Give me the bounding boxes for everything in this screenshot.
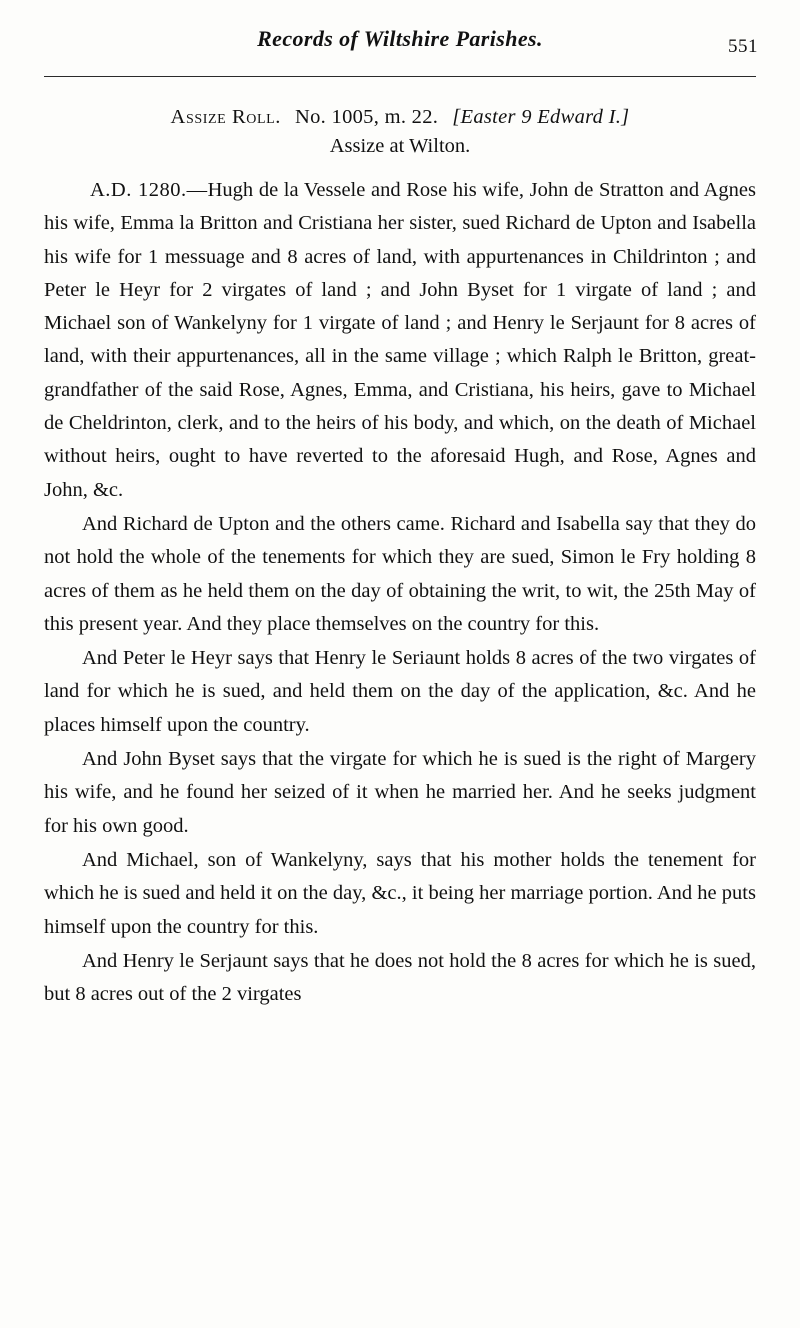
- regnal-note: [Easter 9 Edward I.]: [452, 106, 630, 128]
- record-headline: [44, 106, 756, 129]
- paragraph-4: And John Byset says that the virgate for which he is sued is the right of Margery his wife, and he found her seized of it when he married her. And he seeks judgment for his own good.: [44, 748, 756, 837]
- page-number: 551: [728, 36, 758, 57]
- header-rule: [44, 76, 756, 77]
- source-label: Assize Roll.: [170, 106, 282, 128]
- record-subhead: Assize at Wilton.: [329, 135, 471, 157]
- paragraph-2: And Richard de Upton and the others came. Richard and Isabella say that they do not hold the whole of the tenements for which they are sued, Simon le Fry holding 8 acres of them as he held them on the day of obtaining the writ, to wit, the 25th May of this present year. And they place themselves on the country for this.: [44, 512, 756, 635]
- roll-number: No. 1005, m. 22.: [295, 106, 439, 128]
- page-body: [0, 78, 800, 1011]
- paragraph-1: [44, 174, 756, 507]
- paragraph-5: And Michael, son of Wankelyny, says that his mother holds the tenement for which he is sued and held it on the day, &c., it being her marriage portion. And he puts himself upon the country for this.: [44, 848, 756, 938]
- date-prefix: A.D. 1280.—: [90, 179, 208, 201]
- running-title: Records of Wiltshire Parishes.: [257, 26, 543, 51]
- paragraph-text: Hugh de la Vessele and Rose his wife, John de Stratton and Agnes his wife, Emma la Britton and Cristiana her sister, sued Richard de Upton and Isabella his wife for 1 messuage and 8 acres of land, with appurtenances in Childrinton ; and Peter le Heyr for 2 virgates of land ; and John Byset for 1 virgate of land ; and Michael son of Wankelyny for 1 virgate of land ; and Henry le Serjaunt for 8 acres of land, with their appurtenances, all in the same village ; which Ralph le Britton, great-grandfather of the said Rose, Agnes, Emma, and Cristiana, his heirs, gave to Michael de Cheldrinton, clerk, and to the heirs of his body, and which, on the death of Michael without heirs, ought to have reverted to the aforesaid Hugh, and Rose, Agnes and John, &c.: [44, 179, 756, 501]
- page-header: [0, 0, 800, 78]
- paragraph-6: And Henry le Serjaunt says that he does not hold the 8 acres for which he is sued, but 8 acres out of the 2 virgates: [44, 949, 756, 1006]
- paragraph-3: And Peter le Heyr says that Henry le Seriaunt holds 8 acres of the two virgates of land for which he is sued, and held them on the day of the application, &c. And he places himself upon the country.: [44, 647, 756, 736]
